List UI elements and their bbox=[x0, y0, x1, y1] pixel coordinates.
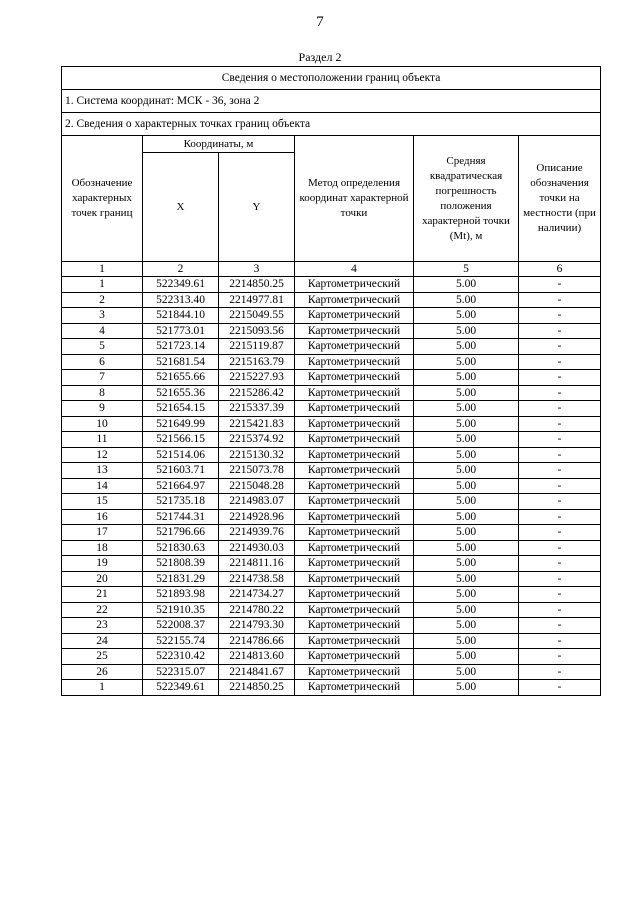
cell-description: - bbox=[519, 339, 601, 355]
cell-mt: 5.00 bbox=[414, 354, 519, 370]
column-number: 3 bbox=[219, 262, 295, 277]
column-number: 5 bbox=[414, 262, 519, 277]
column-number: 6 bbox=[519, 262, 601, 277]
table-row bbox=[62, 540, 601, 556]
cell-point: 12 bbox=[62, 447, 143, 463]
table-row bbox=[62, 323, 601, 339]
cell-method: Картометрический bbox=[295, 633, 414, 649]
cell-description: - bbox=[519, 432, 601, 448]
cell-method: Картометрический bbox=[295, 587, 414, 603]
cell-x: 522155.74 bbox=[143, 633, 219, 649]
table-row bbox=[62, 602, 601, 618]
cell-point: 9 bbox=[62, 401, 143, 417]
cell-x: 521566.15 bbox=[143, 432, 219, 448]
cell-y: 2215421.83 bbox=[219, 416, 295, 432]
cell-method: Картометрический bbox=[295, 509, 414, 525]
table-row bbox=[62, 354, 601, 370]
cell-description: - bbox=[519, 323, 601, 339]
cell-y: 2214780.22 bbox=[219, 602, 295, 618]
cell-x: 521664.97 bbox=[143, 478, 219, 494]
cell-x: 522008.37 bbox=[143, 618, 219, 634]
points-heading: 2. Сведения о характерных точках границ объекта bbox=[62, 113, 601, 136]
cell-method: Картометрический bbox=[295, 339, 414, 355]
cell-x: 522349.61 bbox=[143, 277, 219, 293]
table-row bbox=[62, 447, 601, 463]
cell-y: 2215227.93 bbox=[219, 370, 295, 386]
cell-description: - bbox=[519, 587, 601, 603]
cell-point: 24 bbox=[62, 633, 143, 649]
cell-y: 2214738.58 bbox=[219, 571, 295, 587]
cell-y: 2215048.28 bbox=[219, 478, 295, 494]
cell-x: 521910.35 bbox=[143, 602, 219, 618]
table-row bbox=[62, 385, 601, 401]
cell-x: 522310.42 bbox=[143, 649, 219, 665]
cell-mt: 5.00 bbox=[414, 587, 519, 603]
cell-description: - bbox=[519, 633, 601, 649]
cell-y: 2214786.66 bbox=[219, 633, 295, 649]
cell-description: - bbox=[519, 416, 601, 432]
table-row bbox=[62, 509, 601, 525]
cell-method: Картометрический bbox=[295, 308, 414, 324]
cell-x: 521844.10 bbox=[143, 308, 219, 324]
cell-y: 2214734.27 bbox=[219, 587, 295, 603]
cell-description: - bbox=[519, 385, 601, 401]
header-description: Описание обозначения точки на местности (при наличии) bbox=[519, 136, 601, 262]
table-row bbox=[62, 664, 601, 680]
table-row bbox=[62, 618, 601, 634]
cell-mt: 5.00 bbox=[414, 525, 519, 541]
cell-point: 4 bbox=[62, 323, 143, 339]
cell-point: 5 bbox=[62, 339, 143, 355]
cell-point: 13 bbox=[62, 463, 143, 479]
cell-description: - bbox=[519, 447, 601, 463]
cell-y: 2214930.03 bbox=[219, 540, 295, 556]
header-coordinates: Координаты, м bbox=[143, 136, 295, 153]
cell-mt: 5.00 bbox=[414, 540, 519, 556]
cell-mt: 5.00 bbox=[414, 494, 519, 510]
cell-y: 2214983.07 bbox=[219, 494, 295, 510]
cell-point: 11 bbox=[62, 432, 143, 448]
coordinate-system: 1. Система координат: МСК - 36, зона 2 bbox=[62, 90, 601, 113]
cell-method: Картометрический bbox=[295, 618, 414, 634]
cell-y: 2214811.16 bbox=[219, 556, 295, 572]
cell-mt: 5.00 bbox=[414, 680, 519, 696]
header-method: Метод определения координат характерной точки bbox=[295, 136, 414, 262]
cell-y: 2214850.25 bbox=[219, 680, 295, 696]
table-row bbox=[62, 680, 601, 696]
cell-x: 522349.61 bbox=[143, 680, 219, 696]
cell-x: 521649.99 bbox=[143, 416, 219, 432]
cell-x: 521830.63 bbox=[143, 540, 219, 556]
cell-mt: 5.00 bbox=[414, 649, 519, 665]
table-row bbox=[62, 587, 601, 603]
header-y: Y bbox=[219, 153, 295, 262]
cell-x: 522313.40 bbox=[143, 292, 219, 308]
cell-y: 2215049.55 bbox=[219, 308, 295, 324]
table-row bbox=[62, 633, 601, 649]
cell-method: Картометрический bbox=[295, 602, 414, 618]
cell-x: 521735.18 bbox=[143, 494, 219, 510]
table-row bbox=[62, 649, 601, 665]
cell-description: - bbox=[519, 308, 601, 324]
cell-point: 1 bbox=[62, 277, 143, 293]
cell-y: 2214813.60 bbox=[219, 649, 295, 665]
cell-point: 22 bbox=[62, 602, 143, 618]
cell-point: 7 bbox=[62, 370, 143, 386]
table-row bbox=[62, 478, 601, 494]
cell-mt: 5.00 bbox=[414, 509, 519, 525]
cell-point: 20 bbox=[62, 571, 143, 587]
cell-x: 521681.54 bbox=[143, 354, 219, 370]
cell-y: 2215374.92 bbox=[219, 432, 295, 448]
cell-y: 2215163.79 bbox=[219, 354, 295, 370]
cell-x: 521514.06 bbox=[143, 447, 219, 463]
cell-y: 2215130.32 bbox=[219, 447, 295, 463]
table-row bbox=[62, 277, 601, 293]
cell-mt: 5.00 bbox=[414, 664, 519, 680]
cell-method: Картометрический bbox=[295, 277, 414, 293]
cell-point: 3 bbox=[62, 308, 143, 324]
cell-x: 521893.98 bbox=[143, 587, 219, 603]
cell-x: 521654.15 bbox=[143, 401, 219, 417]
cell-method: Картометрический bbox=[295, 447, 414, 463]
cell-x: 521831.29 bbox=[143, 571, 219, 587]
cell-description: - bbox=[519, 478, 601, 494]
cell-mt: 5.00 bbox=[414, 292, 519, 308]
column-number: 1 bbox=[62, 262, 143, 277]
cell-point: 19 bbox=[62, 556, 143, 572]
cell-point: 15 bbox=[62, 494, 143, 510]
cell-description: - bbox=[519, 602, 601, 618]
cell-point: 21 bbox=[62, 587, 143, 603]
cell-description: - bbox=[519, 540, 601, 556]
cell-y: 2214793.30 bbox=[219, 618, 295, 634]
cell-y: 2215119.87 bbox=[219, 339, 295, 355]
cell-method: Картометрический bbox=[295, 540, 414, 556]
cell-x: 521603.71 bbox=[143, 463, 219, 479]
table-row bbox=[62, 432, 601, 448]
cell-description: - bbox=[519, 649, 601, 665]
cell-point: 8 bbox=[62, 385, 143, 401]
header-error: Средняя квадратическая погрешность положения характерной точки (Mt), м bbox=[414, 136, 519, 262]
cell-y: 2214939.76 bbox=[219, 525, 295, 541]
cell-mt: 5.00 bbox=[414, 602, 519, 618]
points-body bbox=[62, 277, 601, 696]
cell-mt: 5.00 bbox=[414, 370, 519, 386]
header-designation: Обозначение характерных точек границ bbox=[62, 136, 143, 262]
cell-description: - bbox=[519, 664, 601, 680]
cell-x: 521796.66 bbox=[143, 525, 219, 541]
cell-description: - bbox=[519, 680, 601, 696]
cell-point: 17 bbox=[62, 525, 143, 541]
table-title: Сведения о местоположении границ объекта bbox=[62, 67, 601, 90]
cell-mt: 5.00 bbox=[414, 401, 519, 417]
cell-point: 23 bbox=[62, 618, 143, 634]
cell-y: 2215337.39 bbox=[219, 401, 295, 417]
table-row bbox=[62, 556, 601, 572]
cell-point: 2 bbox=[62, 292, 143, 308]
cell-mt: 5.00 bbox=[414, 339, 519, 355]
cell-method: Картометрический bbox=[295, 463, 414, 479]
table-row bbox=[62, 494, 601, 510]
cell-description: - bbox=[519, 571, 601, 587]
cell-x: 521808.39 bbox=[143, 556, 219, 572]
cell-method: Картометрический bbox=[295, 416, 414, 432]
cell-point: 10 bbox=[62, 416, 143, 432]
cell-point: 14 bbox=[62, 478, 143, 494]
cell-method: Картометрический bbox=[295, 478, 414, 494]
column-number: 2 bbox=[143, 262, 219, 277]
column-number: 4 bbox=[295, 262, 414, 277]
cell-description: - bbox=[519, 463, 601, 479]
table-row bbox=[62, 308, 601, 324]
table-row bbox=[62, 292, 601, 308]
cell-point: 25 bbox=[62, 649, 143, 665]
cell-description: - bbox=[519, 354, 601, 370]
cell-description: - bbox=[519, 509, 601, 525]
cell-method: Картометрический bbox=[295, 401, 414, 417]
cell-method: Картометрический bbox=[295, 370, 414, 386]
cell-mt: 5.00 bbox=[414, 385, 519, 401]
table-row bbox=[62, 416, 601, 432]
cell-y: 2214850.25 bbox=[219, 277, 295, 293]
cell-x: 521655.36 bbox=[143, 385, 219, 401]
cell-mt: 5.00 bbox=[414, 478, 519, 494]
cell-y: 2215093.56 bbox=[219, 323, 295, 339]
cell-mt: 5.00 bbox=[414, 618, 519, 634]
cell-mt: 5.00 bbox=[414, 308, 519, 324]
cell-x: 522315.07 bbox=[143, 664, 219, 680]
cell-method: Картометрический bbox=[295, 432, 414, 448]
cell-description: - bbox=[519, 370, 601, 386]
section-title: Раздел 2 bbox=[298, 50, 342, 64]
cell-description: - bbox=[519, 525, 601, 541]
cell-mt: 5.00 bbox=[414, 432, 519, 448]
table-row bbox=[62, 370, 601, 386]
cell-y: 2215286.42 bbox=[219, 385, 295, 401]
header-x: X bbox=[143, 153, 219, 262]
table-row bbox=[62, 525, 601, 541]
cell-description: - bbox=[519, 277, 601, 293]
cell-method: Картометрический bbox=[295, 385, 414, 401]
cell-y: 2214977.81 bbox=[219, 292, 295, 308]
cell-method: Картометрический bbox=[295, 323, 414, 339]
column-numbers-row bbox=[62, 262, 601, 277]
cell-mt: 5.00 bbox=[414, 463, 519, 479]
cell-description: - bbox=[519, 618, 601, 634]
page-number: 7 bbox=[316, 14, 324, 30]
cell-point: 1 bbox=[62, 680, 143, 696]
cell-method: Картометрический bbox=[295, 354, 414, 370]
cell-point: 16 bbox=[62, 509, 143, 525]
table-row bbox=[62, 571, 601, 587]
cell-x: 521655.66 bbox=[143, 370, 219, 386]
cell-y: 2214841.67 bbox=[219, 664, 295, 680]
cell-method: Картометрический bbox=[295, 525, 414, 541]
cell-description: - bbox=[519, 292, 601, 308]
cell-mt: 5.00 bbox=[414, 447, 519, 463]
cell-method: Картометрический bbox=[295, 649, 414, 665]
cell-mt: 5.00 bbox=[414, 416, 519, 432]
cell-method: Картометрический bbox=[295, 494, 414, 510]
cell-method: Картометрический bbox=[295, 680, 414, 696]
table-row bbox=[62, 339, 601, 355]
cell-mt: 5.00 bbox=[414, 277, 519, 293]
cell-description: - bbox=[519, 556, 601, 572]
cell-point: 6 bbox=[62, 354, 143, 370]
cell-method: Картометрический bbox=[295, 292, 414, 308]
cell-x: 521723.14 bbox=[143, 339, 219, 355]
cell-description: - bbox=[519, 401, 601, 417]
table-row bbox=[62, 401, 601, 417]
cell-point: 26 bbox=[62, 664, 143, 680]
cell-method: Картометрический bbox=[295, 571, 414, 587]
cell-method: Картометрический bbox=[295, 556, 414, 572]
cell-mt: 5.00 bbox=[414, 633, 519, 649]
cell-x: 521744.31 bbox=[143, 509, 219, 525]
table-row bbox=[62, 463, 601, 479]
cell-description: - bbox=[519, 494, 601, 510]
cell-x: 521773.01 bbox=[143, 323, 219, 339]
boundary-table bbox=[61, 66, 601, 696]
cell-y: 2214928.96 bbox=[219, 509, 295, 525]
cell-point: 18 bbox=[62, 540, 143, 556]
cell-y: 2215073.78 bbox=[219, 463, 295, 479]
cell-mt: 5.00 bbox=[414, 556, 519, 572]
cell-method: Картометрический bbox=[295, 664, 414, 680]
cell-mt: 5.00 bbox=[414, 571, 519, 587]
cell-mt: 5.00 bbox=[414, 323, 519, 339]
